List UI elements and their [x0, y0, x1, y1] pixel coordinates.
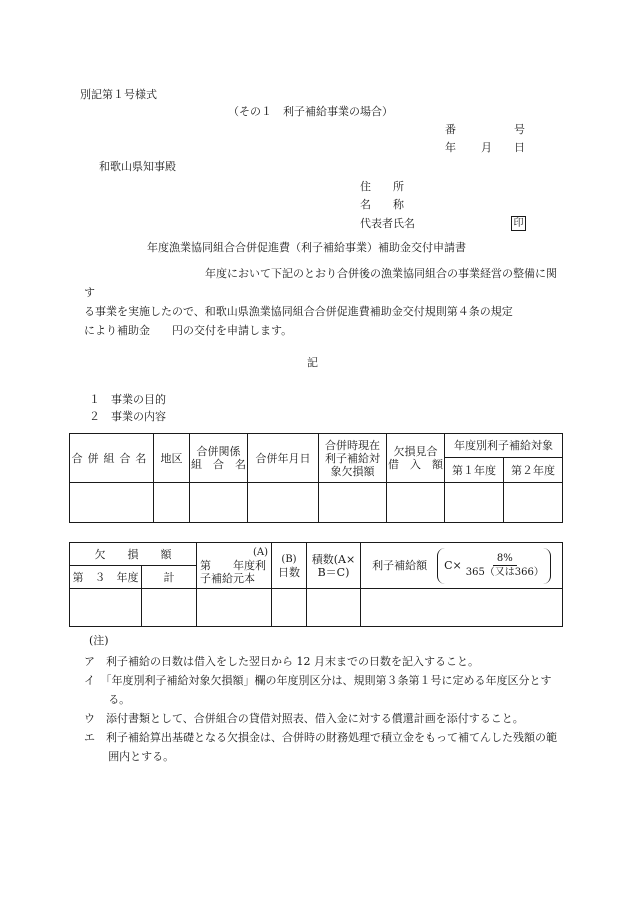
- entry-cell[interactable]: [272, 589, 307, 627]
- header-cell: 利子補給額 C× $\frac{8\%}{\text{365（又は366）}}$: [361, 543, 563, 589]
- form-number: 別記第１号様式: [80, 88, 157, 101]
- entry-cell[interactable]: [190, 483, 248, 523]
- header-cell: 積数(A× B＝C): [307, 543, 361, 589]
- notes-list: [84, 652, 560, 766]
- body-line: 年度において下記のとおり合併後の漁業協同組合の事業経営の整備に関す: [84, 267, 557, 299]
- header-cell: 計: [142, 566, 197, 589]
- content-table-2: [69, 542, 563, 627]
- entry-cell[interactable]: [387, 483, 445, 523]
- item-purpose: １ 事業の目的: [89, 393, 166, 406]
- body-line: る事業を実施したので、和歌山県漁業協同組合合併促進費補助金交付規則第４条の規定: [84, 305, 513, 318]
- entry-cell[interactable]: [445, 483, 504, 523]
- header-cell: (A) 第 年度利 子補給元本: [197, 543, 272, 589]
- header-cell: 第１年度: [445, 458, 504, 483]
- header-cell: 地区: [154, 434, 190, 483]
- content-table-1: [69, 433, 563, 523]
- entry-cell[interactable]: [70, 589, 142, 627]
- entry-cell[interactable]: [142, 589, 197, 627]
- header-cell: 第 ３ 年度: [70, 566, 142, 589]
- date-year: 年: [445, 141, 456, 154]
- document-title: 年度漁業協同組合合併促進費（利子補給事業）補助金交付申請書: [147, 241, 466, 254]
- entry-cell[interactable]: [70, 483, 154, 523]
- header-cell: 合併組合名: [70, 434, 154, 483]
- applicant-name-label: 名 称: [360, 198, 404, 211]
- note-item: イ 「年度別利子補給対象欠損額」欄の年度別区分は、規則第３条第１号に定める年度区分とする。: [84, 674, 552, 706]
- ref-no-label: 番: [445, 123, 456, 136]
- header-cell: (B) 日数: [272, 543, 307, 589]
- header-cell: 合併時現在 利子補給対 象欠損額: [319, 434, 387, 483]
- header-cell: 欠損見合 借 入 額: [387, 434, 445, 483]
- header-cell: 合併年月日: [248, 434, 319, 483]
- header-cell: 合併関係 組 合 名: [190, 434, 248, 483]
- ki-heading: 記: [307, 356, 318, 369]
- header-cell: 第２年度: [504, 458, 563, 483]
- seal-mark: 印: [511, 216, 526, 231]
- note-item: エ 利子補給算出基礎となる欠損金は、合併時の財務処理で積立金をもって補てんした残額の範囲内とする。: [84, 731, 557, 763]
- applicant-representative-label: 代表者氏名: [360, 217, 415, 230]
- entry-cell[interactable]: [307, 589, 361, 627]
- ref-no-suffix: 号: [514, 123, 525, 136]
- item-content: ２ 事業の内容: [89, 410, 166, 423]
- date-day: 日: [514, 141, 525, 154]
- entry-cell[interactable]: [248, 483, 319, 523]
- interest-formula: C× $\frac{8\%}{\text{365（又は366）}}$: [437, 548, 551, 584]
- note-item: ア 利子補給の日数は借入をした翌日から 12 月末までの日数を記入すること。: [84, 655, 479, 668]
- applicant-address-label: 住 所: [360, 180, 404, 193]
- entry-cell[interactable]: [504, 483, 563, 523]
- entry-cell[interactable]: [319, 483, 387, 523]
- entry-cell[interactable]: [197, 589, 272, 627]
- header-cell: 欠 損 額: [70, 543, 197, 566]
- entry-cell[interactable]: [361, 589, 563, 627]
- note-item: ウ 添付書類として、合併組合の貸借対照表、借入金に対する償還計画を添付すること。: [84, 712, 524, 725]
- form-subtitle: （その１ 利子補給事業の場合）: [228, 105, 393, 118]
- entry-cell[interactable]: [154, 483, 190, 523]
- addressee: 和歌山県知事殿: [99, 160, 176, 173]
- date-month: 月: [481, 141, 492, 154]
- header-cell: 年度別利子補給対象: [445, 434, 563, 458]
- body-paragraph: [84, 264, 560, 340]
- body-line: により補助金 円の交付を申請します。: [84, 324, 293, 337]
- notes-heading: (注): [89, 634, 109, 647]
